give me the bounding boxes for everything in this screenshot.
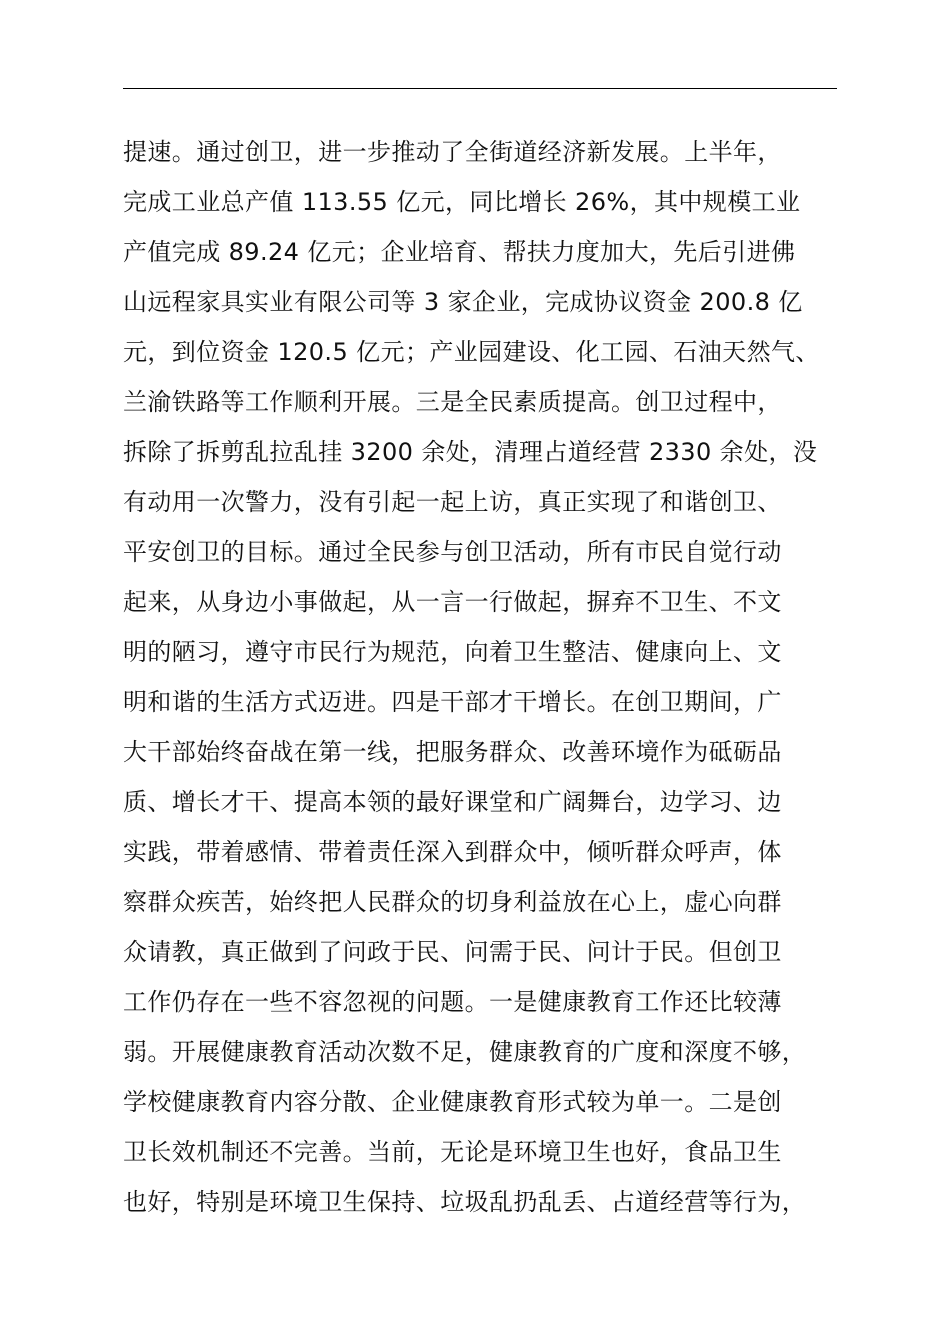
text-line: 完成工业总产值 113.55 亿元，同比增长 26%，其中规模工业 (123, 188, 801, 216)
text-line: 拆除了拆剪乱拉乱挂 3200 余处，清理占道经营 2330 余处，没 (123, 438, 818, 466)
text-line: 起来，从身边小事做起，从一言一行做起，摒弃不卫生、不文 (123, 588, 782, 616)
text-line: 质、增长才干、提高本领的最好课堂和广阔舞台，边学习、边 (123, 788, 782, 816)
text-line: 学校健康教育内容分散、企业健康教育形式较为单一。二是创 (123, 1088, 782, 1116)
text-line: 察群众疾苦，始终把人民群众的切身利益放在心上，虚心向群 (123, 888, 782, 916)
text-line: 工作仍存在一些不容忽视的问题。一是健康教育工作还比较薄 (123, 988, 782, 1016)
text-line: 元，到位资金 120.5 亿元；产业园建设、化工园、石油天然气、 (123, 338, 820, 366)
text-line: 也好，特别是环境卫生保持、垃圾乱扔乱丢、占道经营等行为， (123, 1188, 807, 1216)
text-line: 明的陋习，遵守市民行为规范，向着卫生整洁、健康向上、文 (123, 638, 782, 666)
text-line: 实践，带着感情、带着责任深入到群众中，倾听群众呼声，体 (123, 838, 782, 866)
body-paragraph (123, 127, 883, 1227)
text-line: 有动用一次警力，没有引起一起上访，真正实现了和谐创卫、 (123, 488, 782, 516)
text-line: 山远程家具实业有限公司等 3 家企业，完成协议资金 200.8 亿 (123, 288, 803, 316)
header-rule (123, 88, 837, 89)
text-line: 兰渝铁路等工作顺利开展。三是全民素质提高。创卫过程中， (123, 388, 782, 416)
text-line: 众请教，真正做到了问政于民、问需于民、问计于民。但创卫 (123, 938, 782, 966)
text-line: 平安创卫的目标。通过全民参与创卫活动，所有市民自觉行动 (123, 538, 782, 566)
text-line: 卫长效机制还不完善。当前，无论是环境卫生也好，食品卫生 (123, 1138, 782, 1166)
text-line: 大干部始终奋战在第一线，把服务群众、改善环境作为砥砺品 (123, 738, 782, 766)
text-line: 弱。开展健康教育活动次数不足，健康教育的广度和深度不够， (123, 1038, 807, 1066)
text-line: 产值完成 89.24 亿元；企业培育、帮扶力度加大，先后引进佛 (123, 238, 796, 266)
text-line: 明和谐的生活方式迈进。四是干部才干增长。在创卫期间，广 (123, 688, 782, 716)
text-line: 提速。通过创卫，进一步推动了全街道经济新发展。上半年， (123, 138, 782, 166)
